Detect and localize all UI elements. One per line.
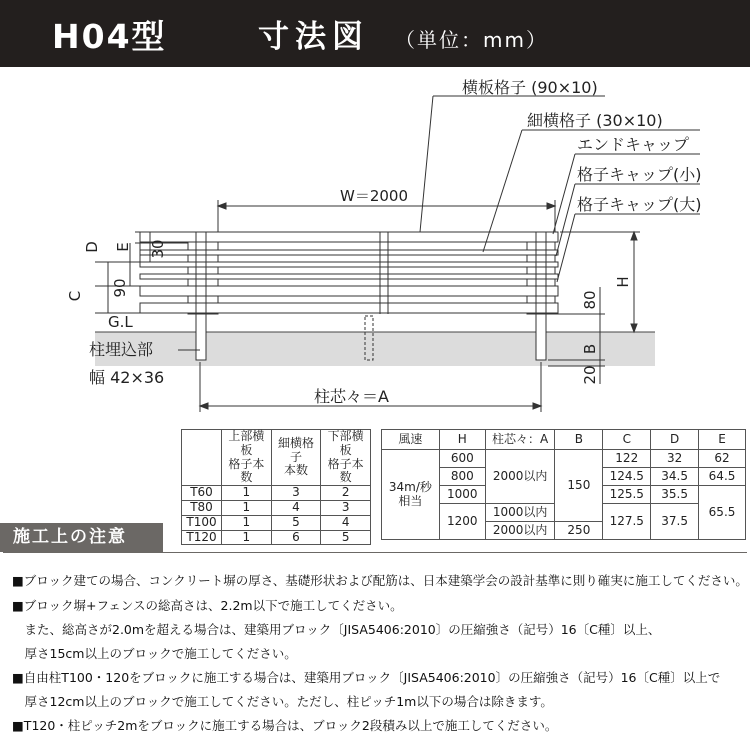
notes-box [3, 552, 747, 745]
table-cell: 150 [555, 450, 603, 522]
callout-slat-cap-small: 格子キャップ(小) [577, 165, 702, 184]
table-cell: 3 [271, 486, 321, 501]
callout-horizontal-slat: 横板格子 (90×10) [462, 78, 598, 97]
callout-end-cap: エンドキャップ [577, 135, 690, 154]
table-header: 下部横板 格子本数 [321, 430, 371, 486]
table-cell: 4 [321, 515, 371, 530]
table-header [182, 430, 222, 486]
table-cell: 1 [222, 530, 272, 545]
table-header: 上部横板 格子本数 [222, 430, 272, 486]
table-cell: 1 [222, 486, 272, 501]
table-cell: 37.5 [651, 504, 699, 540]
table-header: C [603, 430, 651, 450]
thin-slat [140, 250, 558, 255]
dim-90: 90 [111, 278, 129, 298]
note-line: ■自由柱T100・120をブロックに施工する場合は、建築用ブロック〔JISA5406:2010〕の圧縮強さ（記号）16〔C種〕以上で [12, 670, 721, 685]
callout-slat-cap-large: 格子キャップ(大) [577, 195, 702, 214]
table-cell: 34m/秒 相当 [382, 450, 440, 540]
table-cell: 1000 [439, 486, 485, 504]
model-name: H04型 [52, 17, 167, 56]
dim-30: 30 [149, 239, 167, 259]
table-header: H [439, 430, 485, 450]
table-cell: 4 [271, 500, 321, 515]
note-line: ■T120・柱ピッチ2mをブロックに施工する場合は、ブロック2段積み以上で施工してください。 [12, 718, 558, 733]
table-header: E [699, 430, 746, 450]
table-header: 細横格子 本数 [271, 430, 321, 486]
table-header: 風速 [382, 430, 440, 450]
table-cell: 32 [651, 450, 699, 468]
table-cell: T100 [182, 515, 222, 530]
table-cell: 1 [222, 515, 272, 530]
upper-slat [140, 232, 558, 242]
table-cell: 5 [271, 515, 321, 530]
notes-title: 施工上の注意 [0, 523, 163, 552]
unit-label: （単位：mm） [395, 28, 548, 52]
table-cell: 127.5 [603, 504, 651, 540]
table-cell: 5 [321, 530, 371, 545]
table-cell: 35.5 [651, 486, 699, 504]
table-cell: 2000以内 [485, 450, 555, 504]
dim-B: B [581, 343, 599, 355]
dim-E: E [114, 242, 132, 252]
dim-C: C [66, 290, 84, 302]
table-cell: 2 [321, 486, 371, 501]
table-cell: 1 [222, 500, 272, 515]
note-line: 厚さ15cm以上のブロックで施工してください。 [12, 646, 297, 661]
ground-block [95, 332, 655, 366]
dimension-table [381, 429, 746, 540]
table-header: D [651, 430, 699, 450]
table-cell: T60 [182, 486, 222, 501]
header-bar [0, 0, 750, 67]
lower-slat [140, 303, 558, 313]
note-line: また、総高さが2.0mを超える場合は、建築用ブロック〔JISA5406:2010〕の圧縮強さ（記号）16〔C種〕以上、 [12, 622, 661, 637]
table-cell: 64.5 [699, 468, 746, 486]
post-embed-label: 柱埋込部 [89, 340, 154, 359]
note-line: 厚さ12cm以上のブロックで施工してください。ただし、柱ピッチ1m以下の場合は除きます。 [12, 694, 553, 709]
thin-slat [140, 274, 558, 279]
page-title: 寸法図 [258, 19, 369, 55]
dimension-drawing [0, 67, 750, 427]
note-line: ■ブロック塀+フェンスの総高さは、2.2m以下で施工してください。 [12, 598, 403, 613]
dim-20: 20 [581, 365, 599, 385]
note-line: ■ブロック建ての場合、コンクリート塀の厚さ、基礎形状および配筋は、日本建築学会の設計基準に則り確実に施工してください。 [12, 573, 748, 588]
table-cell: 34.5 [651, 468, 699, 486]
table-cell: 122 [603, 450, 651, 468]
slat-count-table [181, 429, 371, 545]
lower-slat [140, 286, 558, 296]
table-cell: 6 [271, 530, 321, 545]
post-size-label: 幅 42×36 [89, 368, 165, 387]
gl-label: G.L [108, 313, 133, 331]
table-cell: 1000以内 [485, 504, 555, 522]
width-label: W＝2000 [340, 187, 409, 205]
table-cell: 65.5 [699, 486, 746, 540]
table-header: B [555, 430, 603, 450]
post-pitch-label: 柱芯々＝A [314, 387, 389, 406]
table-cell: 124.5 [603, 468, 651, 486]
table-cell: 62 [699, 450, 746, 468]
table-cell: 800 [439, 468, 485, 486]
table-cell: 2000以内 [485, 522, 555, 540]
table-cell: T80 [182, 500, 222, 515]
table-cell: 3 [321, 500, 371, 515]
dim-H: H [614, 276, 632, 288]
table-cell: 250 [555, 522, 603, 540]
table-cell: 125.5 [603, 486, 651, 504]
table-header: 柱芯々：A [485, 430, 555, 450]
dim-80: 80 [581, 290, 599, 310]
dim-D: D [83, 241, 101, 253]
table-cell: 600 [439, 450, 485, 468]
table-cell: T120 [182, 530, 222, 545]
thin-slat [140, 262, 558, 267]
callout-thin-slat: 細横格子 (30×10) [527, 111, 663, 130]
table-cell: 1200 [439, 504, 485, 540]
